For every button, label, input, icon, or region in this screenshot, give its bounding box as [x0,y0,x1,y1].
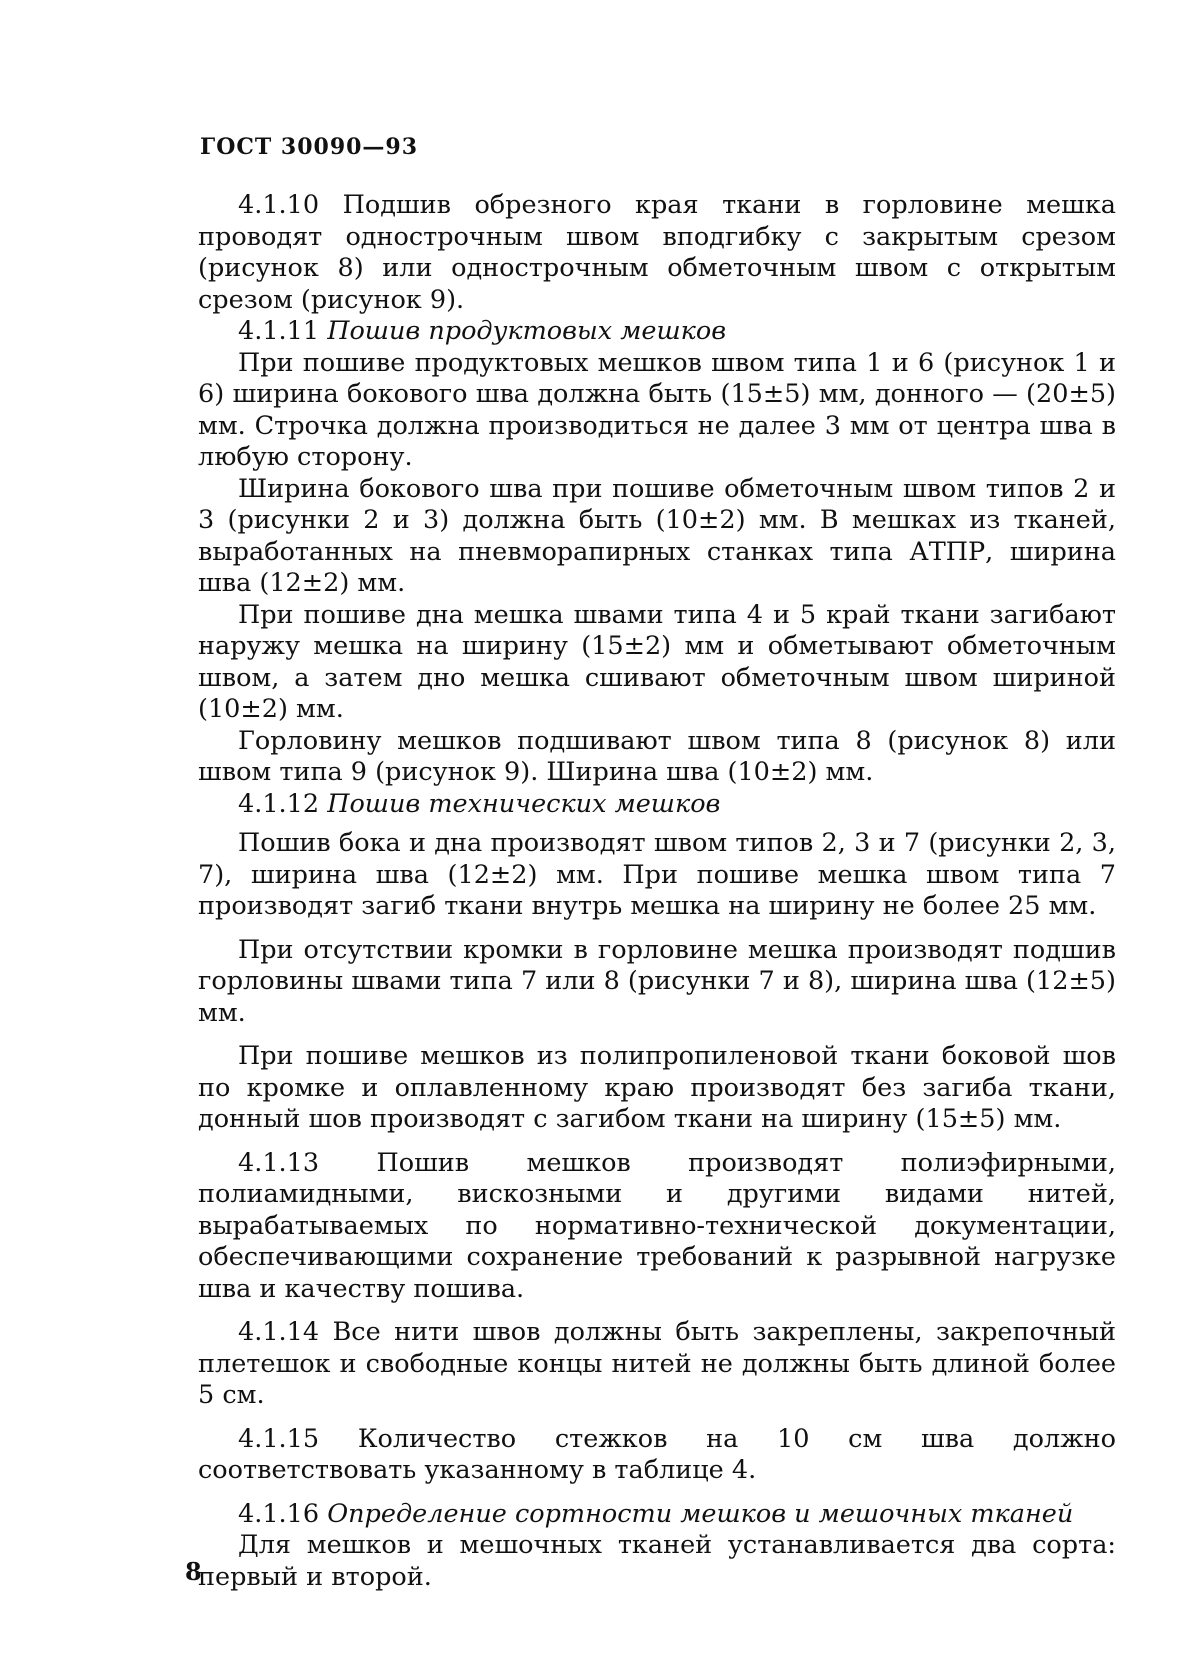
clause-number: 4.1.13 [238,1147,320,1178]
clause-number: 4.1.12 [238,788,320,819]
clause-4-1-12-heading [198,789,1116,821]
clause-4-1-16-heading [198,1499,1116,1531]
clause-number: 4.1.15 [238,1423,320,1454]
standard-header: ГОСТ 30090—93 [200,134,419,160]
paragraph-polypropylene: При пошиве мешков из полипропиленовой ткани боковой шов по кромке и оплавленному краю производят без загиба ткани, донный шов производят с загибом ткани на ширину (15±5) мм. [198,1041,1116,1134]
paragraph-food-bags-seam-width: При пошиве продуктовых мешков швом типа 1 и 6 (рисунок 1 и 6) ширина бокового шва должна быть (15±5) мм, донного — (20±5) мм. Строчка должна производиться не далее 3 мм от центра шва в любую сторону. [198,347,1116,472]
document-body [198,190,1116,1593]
clause-text: Пошив мешков производят полиэфирными, полиамидными, вискозными и другими видами нитей, вырабатываемых по нормативно-технической документации, обеспечивающими сохранение требований к разрывной нагрузке шва и качеству пошива. [198,1147,1117,1304]
clause-number: 4.1.14 [238,1317,320,1347]
clause-text: Все нити швов должны быть закреплены, закрепочный плетешок и свободные концы нитей не должны быть длиной более 5 см. [198,1317,1116,1410]
clause-text: Количество стежков на 10 см шва должно соответствовать указанному в таблице 4. [198,1423,1116,1485]
paragraph-bottom-seam: При пошиве дна мешка швами типа 4 и 5 край ткани загибают наружу мешка на ширину (15±2) мм и обметывают обметочным швом, а затем дно мешка сшивают обметочным швом шириной (10±2) мм. [198,599,1116,724]
clause-title: Определение сортности мешков и мешочных тканей [327,1498,1074,1529]
paragraph-neck-hem: Горловину мешков подшивают швом типа 8 (рисунок 8) или швом типа 9 (рисунок 9). Ширина шва (10±2) мм. [198,725,1116,787]
clause-number: 4.1.16 [238,1498,320,1529]
page-number: 8 [185,1557,202,1586]
clause-4-1-10 [198,190,1116,316]
clause-4-1-15 [198,1424,1116,1487]
paragraph-overlock-seam-width: Ширина бокового шва при пошиве обметочным швом типов 2 и 3 (рисунки 2 и 3) должна быть (10±2) мм. В мешках из тканей, выработанных на пневморапирных станках типа АТПР, ширина шва (12±2) мм. [198,473,1116,598]
clause-text: Подшив обрезного края ткани в горловине мешка проводят однострочным швом вподгибку с закрытым срезом (рисунок 8) или однострочным обметочным швом с открытым срезом (рисунок 9). [198,190,1116,315]
clause-title: Пошив продуктовых мешков [327,316,727,346]
clause-4-1-14 [198,1317,1116,1412]
paragraph-grades: Для мешков и мешочных тканей устанавливается два сорта: первый и второй. [198,1530,1116,1592]
clause-number: 4.1.11 [238,316,320,346]
clause-4-1-11-heading [198,316,1116,348]
clause-number: 4.1.10 [238,190,320,220]
clause-4-1-13 [198,1148,1116,1306]
paragraph-technical-bags-side: Пошив бока и дна производят швом типов 2, 3 и 7 (рисунки 2, 3, 7), ширина шва (12±2) мм. При пошиве мешка швом типа 7 производят загиб ткани внутрь мешка на ширину не более 25 мм. [198,828,1116,921]
clause-title: Пошив технических мешков [327,788,721,819]
paragraph-no-selvedge: При отсутствии кромки в горловине мешка производят подшив горловины швами типа 7 или 8 (рисунки 7 и 8), ширина шва (12±5) мм. [198,934,1116,1028]
